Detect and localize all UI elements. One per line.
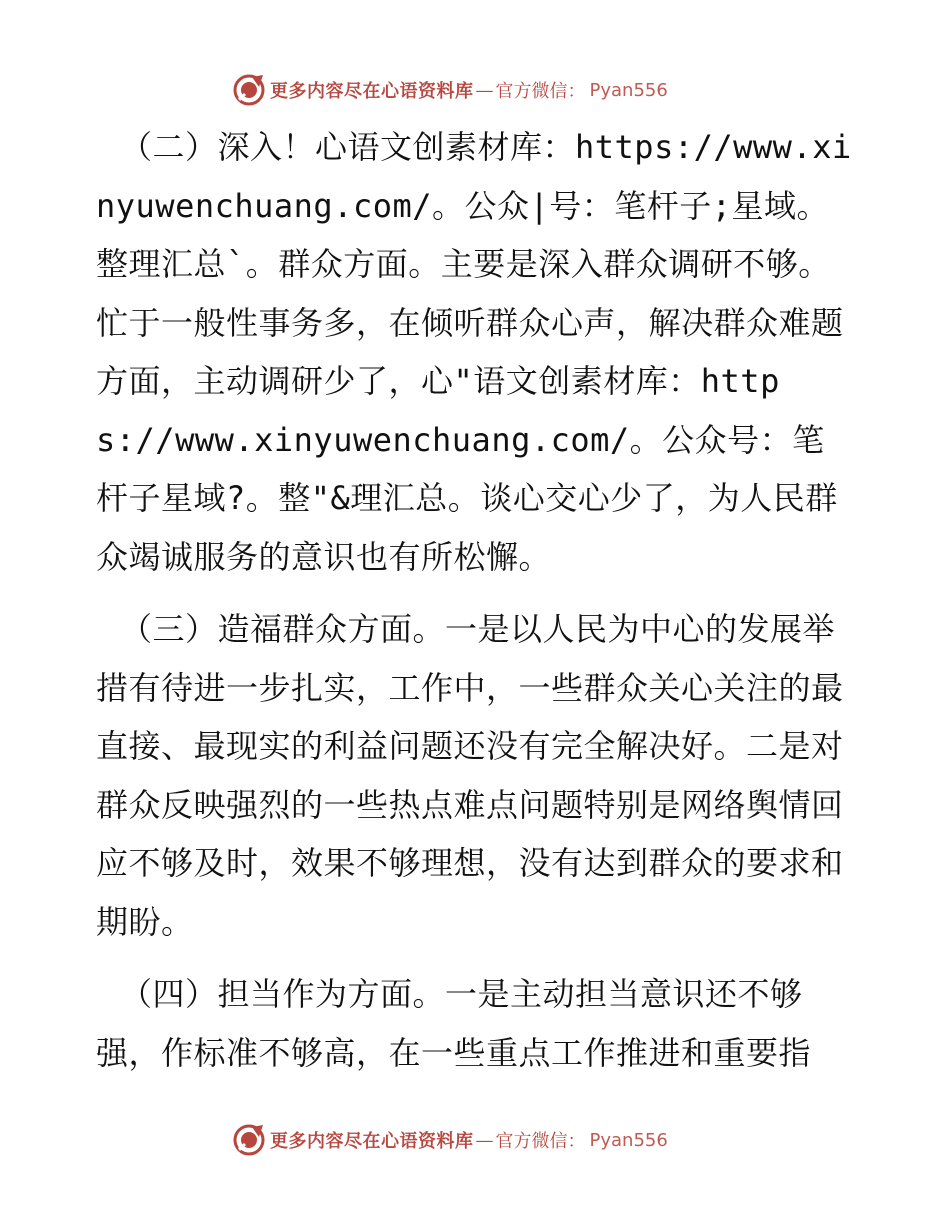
- pen-logo-icon: [232, 1123, 266, 1157]
- paragraph-section-3: （三）造福群众方面。一是以人民为中心的发展举措有待进一步扎实，工作中，一些群众关心关注的最直接、最现实的利益问题还没有完全解决好。二是对群众反映强烈的一些热点难点问题特别是网络舆情回应不够及时，效果不够理想，没有达到群众的要求和期盼。: [96, 610, 844, 941]
- paragraph-section-4: （四）担当作为方面。一是主动担当意识还不够强，作标准不够高，在一些重点工作推进和重要指: [96, 975, 812, 1072]
- footer-separator: —: [475, 1129, 494, 1151]
- header-wechat-label: 官方微信：: [495, 81, 586, 102]
- document-body: [96, 118, 856, 1096]
- header-wechat-id: Pyan556: [589, 79, 668, 101]
- footer-watermark-banner: [232, 1120, 732, 1160]
- pen-logo-icon: [232, 73, 266, 107]
- footer-wechat-label: 官方微信：: [495, 1131, 586, 1152]
- paragraph-section-2: （二）深入！心语文创素材库：https://www.xinyuwenchuang.com/。公众|号：笔杆子;星域。整理汇总`。群众方面。主要是深入群众调研不够。忙于一般性事务多，在倾听群众心声，解决群众难题方面，主动调研少了，心"语文创素材库：https://www.xinyuwenchuang.com/。公众号：笔杆子星域?。整"&理汇总。谈心交心少了，为人民群众竭诚服务的意识也有所松懈。: [96, 128, 852, 576]
- footer-brand-text: 更多内容尽在心语资料库: [270, 1131, 474, 1152]
- header-watermark-banner: [232, 70, 732, 110]
- header-brand-text: 更多内容尽在心语资料库: [270, 81, 474, 102]
- header-separator: —: [475, 79, 494, 101]
- footer-wechat-id: Pyan556: [589, 1129, 668, 1151]
